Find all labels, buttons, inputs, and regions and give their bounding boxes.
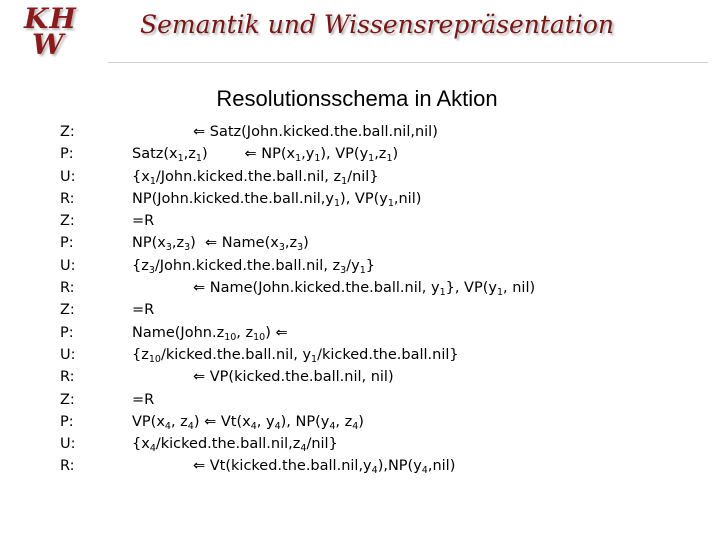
expression-text: ,nil) <box>427 458 456 475</box>
step-label: Z: <box>60 302 75 319</box>
step-label: P: <box>60 324 74 341</box>
expression-text: ),NP(y <box>377 458 422 475</box>
expression-text: ,nil) <box>393 190 422 207</box>
expression-subscript: 1 <box>341 175 348 187</box>
expression-text: Satz(x <box>132 146 178 163</box>
step-expression <box>132 433 338 455</box>
step-row <box>60 188 700 210</box>
expression-subscript: 1 <box>386 153 393 165</box>
step-row <box>60 277 700 299</box>
step-row <box>60 389 700 411</box>
expression-subscript: 1 <box>149 175 156 187</box>
step-expression <box>132 166 379 188</box>
logo-line-1: KH <box>24 2 77 35</box>
expression-subscript: 4 <box>149 443 156 455</box>
expression-text: ) ⇐ Name(x <box>190 235 279 252</box>
expression-text: =R <box>132 213 155 230</box>
step-label: Z: <box>60 124 75 140</box>
expression-text: ⇐ Name(John.kicked.the.ball.nil, y <box>193 280 440 297</box>
step-label: R: <box>60 280 75 297</box>
expression-subscript: 4 <box>250 420 257 432</box>
expression-text: ) ⇐ NP(x <box>201 146 296 163</box>
expression-text: /y <box>346 257 360 274</box>
expression-subscript: 3 <box>297 242 304 254</box>
expression-text: ), VP(y <box>340 190 388 207</box>
step-expression <box>193 455 455 477</box>
expression-subscript: 1 <box>177 153 184 165</box>
expression-text: ), VP(y <box>320 146 369 163</box>
step-row <box>60 166 700 188</box>
expression-text: , z <box>335 413 353 430</box>
step-row <box>60 210 700 232</box>
expression-text: ⇐ VP(kicked.the.ball.nil, nil) <box>193 369 394 386</box>
khw-logo <box>22 2 102 64</box>
step-expression <box>193 366 394 388</box>
expression-subscript: 4 <box>300 443 307 455</box>
step-expression <box>132 411 364 433</box>
expression-subscript: 3 <box>340 264 347 276</box>
expression-subscript: 1 <box>387 197 394 209</box>
expression-subscript: 4 <box>371 465 378 477</box>
step-expression <box>132 143 398 165</box>
expression-subscript: 1 <box>314 153 321 165</box>
logo-line-2: W <box>32 28 65 61</box>
expression-subscript: 4 <box>187 420 194 432</box>
expression-subscript: 3 <box>165 242 172 254</box>
step-label: R: <box>60 190 75 207</box>
expression-text: Name(John.z <box>132 324 225 341</box>
step-expression <box>132 322 288 344</box>
expression-subscript: 1 <box>439 287 446 299</box>
expression-text: ) <box>303 235 309 252</box>
expression-text: VP(x <box>132 413 165 430</box>
expression-text: ,z <box>183 146 196 163</box>
expression-subscript: 3 <box>278 242 285 254</box>
expression-text: {x <box>132 436 150 453</box>
step-row <box>60 143 700 165</box>
resolution-steps <box>60 121 700 478</box>
step-expression <box>132 389 154 411</box>
step-label: P: <box>60 146 74 163</box>
step-row <box>60 433 700 455</box>
expression-text: ) <box>392 146 399 163</box>
step-expression <box>193 277 535 299</box>
expression-subscript: 1 <box>295 153 302 165</box>
expression-text: ), NP(y <box>280 413 330 430</box>
step-row <box>60 411 700 433</box>
expression-text: =R <box>132 391 155 408</box>
expression-text: {z <box>132 346 149 363</box>
step-row <box>60 232 700 254</box>
expression-subscript: 4 <box>329 420 336 432</box>
step-label: Z: <box>60 391 75 408</box>
expression-text: , z <box>236 324 254 341</box>
step-row <box>60 322 700 344</box>
step-row <box>60 255 700 277</box>
step-row <box>60 299 700 321</box>
step-label: Z: <box>60 213 75 230</box>
expression-subscript: 1 <box>496 287 504 299</box>
expression-text: /kicked.the.ball.nil,z <box>155 436 301 453</box>
step-row <box>60 121 700 143</box>
step-label: U: <box>60 168 76 185</box>
expression-text: /John.kicked.the.ball.nil, z <box>154 257 341 274</box>
step-label: U: <box>60 257 76 274</box>
expression-text: {x <box>132 168 150 185</box>
step-expression <box>132 344 459 366</box>
expression-subscript: 1 <box>195 153 202 165</box>
expression-text: , z <box>170 413 188 430</box>
expression-text: , nil) <box>503 280 536 297</box>
expression-text: ) <box>358 413 364 430</box>
expression-text: NP(John.kicked.the.ball.nil,y <box>132 190 334 207</box>
expression-text: ) ⇐ Vt(x <box>193 413 251 430</box>
step-row <box>60 344 700 366</box>
expression-text: /nil} <box>306 436 338 453</box>
header-divider <box>108 62 708 63</box>
expression-subscript: 4 <box>164 420 171 432</box>
expression-text: ) ⇐ <box>265 324 288 341</box>
step-expression <box>132 299 154 321</box>
expression-text: =R <box>132 302 155 319</box>
expression-text: ,z <box>374 146 387 163</box>
step-row <box>60 455 700 477</box>
expression-text: }, VP(y <box>445 280 497 297</box>
step-expression <box>193 121 438 143</box>
expression-text: ⇐ Vt(kicked.the.ball.nil,y <box>193 458 372 475</box>
expression-text: NP(x <box>132 235 166 252</box>
step-label: R: <box>60 458 75 475</box>
step-label: U: <box>60 436 76 453</box>
step-label: P: <box>60 413 74 430</box>
step-label: R: <box>60 369 75 386</box>
expression-subscript: 4 <box>421 465 428 477</box>
expression-subscript: 1 <box>334 197 341 209</box>
header-title: Semantik und Wissensrepräsentation <box>140 10 615 39</box>
expression-text: } <box>365 257 375 274</box>
expression-text: ⇐ Satz(John.kicked.the.ball.nil,nil) <box>193 124 438 140</box>
step-label: P: <box>60 235 74 252</box>
expression-text: , y <box>256 413 275 430</box>
expression-subscript: 1 <box>359 264 366 276</box>
expression-text: /John.kicked.the.ball.nil, z <box>155 168 342 185</box>
expression-subscript: 1 <box>311 353 318 365</box>
expression-subscript: 4 <box>352 420 359 432</box>
expression-text: /kicked.the.ball.nil} <box>317 346 459 363</box>
expression-text: /nil} <box>347 168 379 185</box>
step-expression <box>132 210 154 232</box>
expression-text: ,z <box>171 235 185 252</box>
step-row <box>60 366 700 388</box>
expression-subscript: 3 <box>148 264 155 276</box>
expression-subscript: 10 <box>224 331 237 343</box>
expression-subscript: 10 <box>253 331 266 343</box>
expression-text: {z <box>132 257 149 274</box>
expression-subscript: 3 <box>184 242 191 254</box>
slide-title: Resolutionsschema in Aktion <box>216 86 498 111</box>
expression-text: /kicked.the.ball.nil, y <box>160 346 312 363</box>
expression-subscript: 10 <box>148 353 161 365</box>
expression-text: ,y <box>301 146 315 163</box>
step-expression <box>132 188 421 210</box>
step-expression <box>132 255 375 277</box>
expression-text: ,z <box>284 235 298 252</box>
expression-subscript: 4 <box>274 420 281 432</box>
expression-subscript: 1 <box>368 153 375 165</box>
step-expression <box>132 232 309 254</box>
step-label: U: <box>60 346 76 363</box>
